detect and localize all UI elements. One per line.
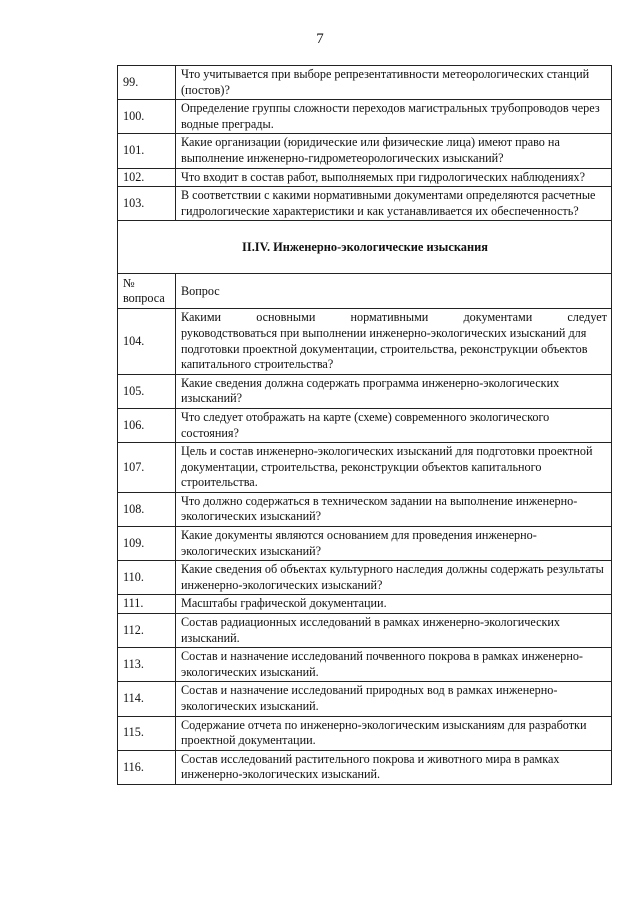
table-row: [118, 66, 612, 100]
question-number: 114.: [118, 682, 176, 716]
question-text: Что входит в состав работ, выполняемых при гидрологических наблюдениях?: [176, 168, 612, 187]
question-number: 109.: [118, 527, 176, 561]
table-header-row: [118, 274, 612, 309]
question-number: 105.: [118, 374, 176, 408]
question-number: 111.: [118, 595, 176, 614]
question-number: 101.: [118, 134, 176, 168]
question-number: 106.: [118, 408, 176, 442]
header-question: Вопрос: [176, 274, 612, 309]
question-text: В соответствии с какими нормативными документами определяются расчетные гидрологические характеристики и как устанавливается их обеспеченность?: [176, 187, 612, 221]
question-text: Масштабы графической документации.: [176, 595, 612, 614]
table-row: [118, 595, 612, 614]
question-text: Определение группы сложности переходов магистральных трубопроводов через водные преграды.: [176, 100, 612, 134]
question-text-rest: руководствоваться при выполнении инженерно-экологических изысканий для подготовки проектной документации, строительства, реконструкции объектов капитального строительства?: [181, 325, 588, 372]
question-number: 107.: [118, 443, 176, 493]
table-row: [118, 100, 612, 134]
question-text: Состав и назначение исследований природных вод в рамках инженерно-экологических изысканий.: [176, 682, 612, 716]
header-number: № вопроса: [118, 274, 176, 309]
section-heading-row: [118, 221, 612, 274]
table-row: [118, 561, 612, 595]
table-row: [118, 614, 612, 648]
question-number: 112.: [118, 614, 176, 648]
table-row: [118, 716, 612, 750]
question-text: Какие сведения об объектах культурного наследия должны содержать результаты инженерно-экологических изысканий?: [176, 561, 612, 595]
question-text: Какие организации (юридические или физические лица) имеют право на выполнение инженерно-гидрометеорологических изысканий?: [176, 134, 612, 168]
question-text: [176, 309, 612, 374]
table-row: [118, 443, 612, 493]
table-row: [118, 187, 612, 221]
question-number: 102.: [118, 168, 176, 187]
table-row: [118, 527, 612, 561]
question-number: 104.: [118, 309, 176, 374]
question-text: Состав и назначение исследований почвенного покрова в рамках инженерно-экологических изысканий.: [176, 648, 612, 682]
question-text: Что должно содержаться в техническом задании на выполнение инженерно-экологических изысканий?: [176, 492, 612, 526]
table-row: [118, 374, 612, 408]
question-text: Цель и состав инженерно-экологических изысканий для подготовки проектной документации, строительства, реконструкции объектов капитального строительства.: [176, 443, 612, 493]
question-number: 100.: [118, 100, 176, 134]
question-text: Состав радиационных исследований в рамках инженерно-экологических изысканий.: [176, 614, 612, 648]
question-text: Какие сведения должна содержать программа инженерно-экологических изысканий?: [176, 374, 612, 408]
question-text: Содержание отчета по инженерно-экологическим изысканиям для разработки проектной документации.: [176, 716, 612, 750]
table-row: [118, 682, 612, 716]
question-text: Состав исследований растительного покрова и животного мира в рамках инженерно-экологических изысканий.: [176, 750, 612, 784]
table-row: [118, 309, 612, 374]
table-row: [118, 492, 612, 526]
table-row: [118, 168, 612, 187]
question-number: 108.: [118, 492, 176, 526]
question-number: 116.: [118, 750, 176, 784]
section-title: II.IV. Инженерно-экологические изыскания: [118, 221, 612, 274]
table-row: [118, 750, 612, 784]
question-number: 113.: [118, 648, 176, 682]
question-number: 115.: [118, 716, 176, 750]
question-text-first-line: Какими основными нормативными документами следует: [181, 310, 607, 325]
questions-table: [117, 65, 612, 785]
table-row: [118, 408, 612, 442]
question-text: Что учитывается при выборе репрезентативности метеорологических станций (постов)?: [176, 66, 612, 100]
question-text: Какие документы являются основанием для проведения инженерно-экологических изысканий?: [176, 527, 612, 561]
question-text: Что следует отображать на карте (схеме) современного экологического состояния?: [176, 408, 612, 442]
table-row: [118, 648, 612, 682]
table-row: [118, 134, 612, 168]
question-number: 103.: [118, 187, 176, 221]
question-number: 99.: [118, 66, 176, 100]
question-number: 110.: [118, 561, 176, 595]
page-number: 7: [316, 31, 324, 47]
